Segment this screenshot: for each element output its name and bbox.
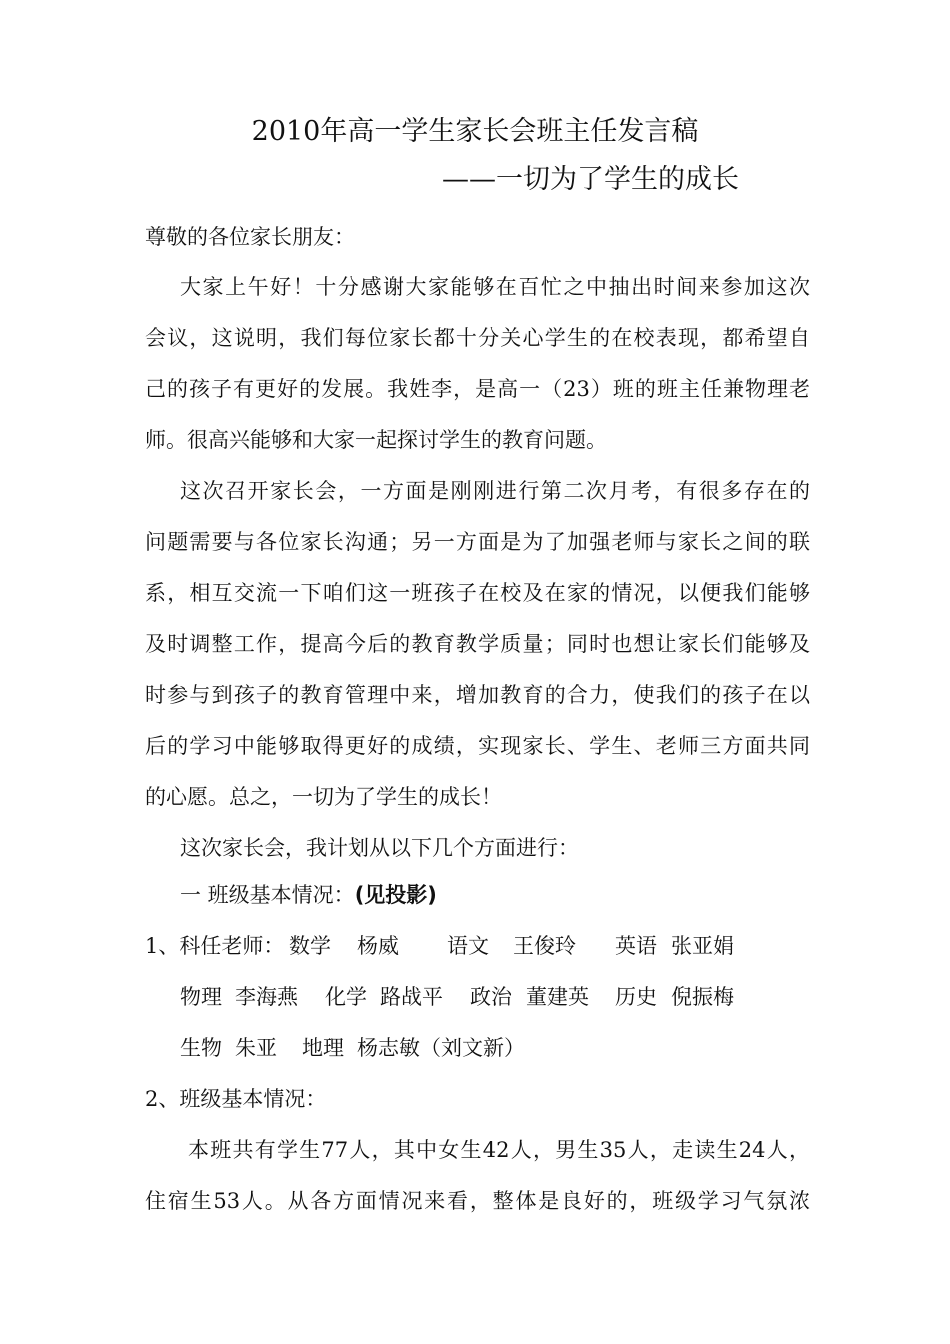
teacher: 李海燕 — [235, 985, 298, 1009]
paragraph-line: 问题需要与各位家长沟通；另一方面是为了加强老师与家长之间的联 — [145, 530, 810, 554]
subject: 化学 — [325, 985, 367, 1009]
subject: 政治 — [470, 985, 512, 1009]
teachers-row — [145, 931, 810, 961]
paragraph-line: 会议，这说明，我们每位家长都十分关心学生的在校表现，都希望自 — [145, 326, 810, 350]
teachers-label: 1、科任老师： — [145, 934, 285, 958]
subject: 地理 — [302, 1036, 344, 1060]
teacher: 路战平 — [380, 985, 443, 1009]
subject: 历史 — [615, 985, 657, 1009]
document-subtitle: ——一切为了学生的成长 — [442, 164, 739, 195]
teacher: 朱亚 — [235, 1036, 277, 1060]
class-info-label: 2、班级基本情况： — [145, 1087, 327, 1111]
subject: 英语 — [615, 934, 657, 958]
paragraph-line: 后的学习中能够取得更好的成绩，实现家长、学生、老师三方面共同 — [145, 734, 810, 758]
greeting: 尊敬的各位家长朋友： — [145, 225, 355, 249]
teacher: 杨志敏（刘文新） — [357, 1036, 525, 1060]
teacher: 杨威 — [357, 934, 399, 958]
teacher: 张亚娟 — [671, 934, 734, 958]
subject: 语文 — [447, 934, 489, 958]
subject: 生物 — [180, 1036, 222, 1060]
subject: 物理 — [180, 985, 222, 1009]
paragraph-line: 这次召开家长会，一方面是刚刚进行第二次月考，有很多存在的 — [180, 479, 810, 503]
section-label: 一 班级基本情况： — [180, 883, 355, 907]
paragraph-line: 的心愿。总之，一切为了学生的成长！ — [145, 785, 502, 809]
teacher: 董建英 — [526, 985, 589, 1009]
teacher: 王俊玲 — [513, 934, 576, 958]
paragraph-line: 师。很高兴能够和大家一起探讨学生的教育问题。 — [145, 428, 607, 452]
section-note: (见投影) — [354, 883, 437, 907]
paragraph-line: 住宿生53人。从各方面情况来看，整体是良好的，班级学习气氛浓 — [145, 1189, 810, 1213]
paragraph-line: 及时调整工作，提高今后的教育教学质量；同时也想让家长们能够及 — [145, 632, 810, 656]
paragraph-line: 系，相互交流一下咱们这一班孩子在校及在家的情况，以便我们能够 — [145, 581, 810, 605]
paragraph-line: 本班共有学生77人，其中女生42人，男生35人，走读生24人， — [188, 1138, 810, 1162]
plan-intro: 这次家长会，我计划从以下几个方面进行： — [180, 836, 579, 860]
teacher: 倪振梅 — [671, 985, 734, 1009]
paragraph-line: 己的孩子有更好的发展。我姓李，是高一（23）班的班主任兼物理老 — [145, 377, 810, 401]
paragraph-line: 大家上午好！十分感谢大家能够在百忙之中抽出时间来参加这次 — [180, 275, 810, 299]
document-title: 2010年高一学生家长会班主任发言稿 — [251, 116, 699, 147]
section-heading — [180, 880, 845, 910]
paragraph-line: 时参与到孩子的教育管理中来，增加教育的合力，使我们的孩子在以 — [145, 683, 810, 707]
subject: 数学 — [289, 934, 331, 958]
